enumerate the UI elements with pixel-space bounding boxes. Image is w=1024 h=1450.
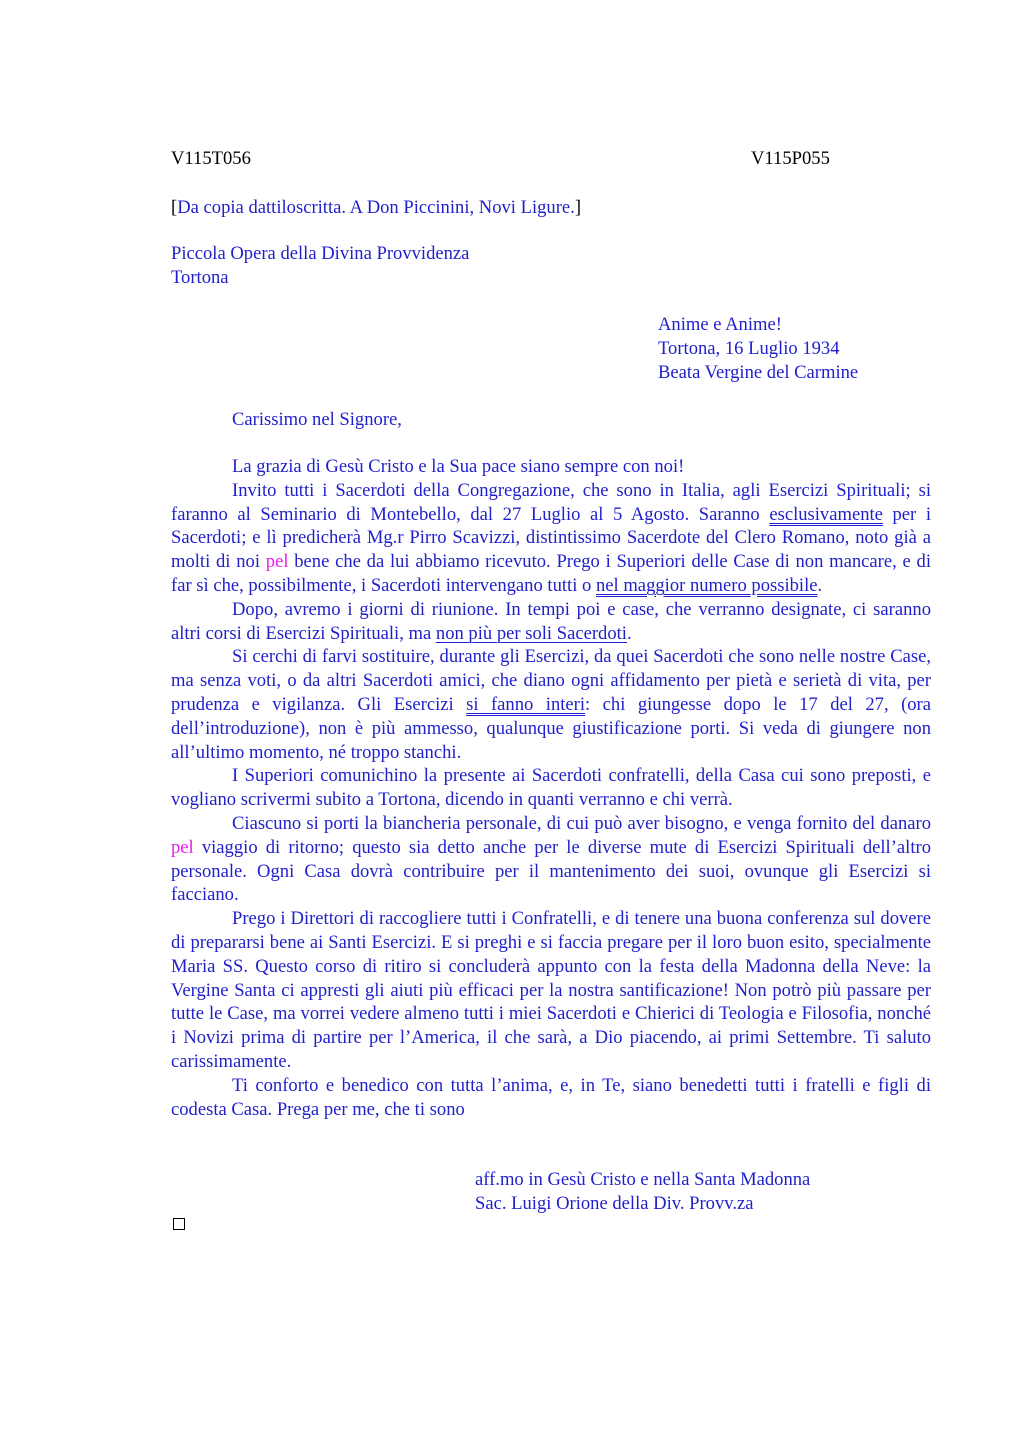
letterhead <box>171 242 469 290</box>
bracket-close: ] <box>574 197 582 218</box>
source-note-text: Da copia dattiloscritta. A Don Piccinini, Novi Ligure. <box>177 197 575 218</box>
highlighted-word: pel <box>171 836 194 858</box>
closing <box>475 1168 810 1216</box>
paragraph-2 <box>171 479 931 598</box>
source-note <box>171 196 581 220</box>
paragraph-8 <box>171 1074 931 1122</box>
paragraph-2-text-b: per i Sacerdoti; e lì predicherà Mg.r Pirro Scavizzi, distintissimo Sacerdote del Clero Romano, noto già a molti di noi <box>171 503 931 573</box>
letterhead-line2: Tortona <box>171 266 229 288</box>
paragraph-4-text-b: : chi giungesse dopo le 17 del 27, (ora dell’introduzione), non è più ammesso, qualunque giustificazione porti. Si veda di giungere non all’ultimo momento, né troppo stanchi. <box>171 693 931 763</box>
paragraph-6-text-a: Ciascuno si porti la biancheria personale, di cui può aver bisogno, e venga fornito del danaro <box>232 812 931 834</box>
paragraph-8-text: Ti conforto e benedico con tutta l’anima, e, in Te, siano benedetti tutti i fratelli e figli di codesta Casa. Prega per me, che ti sono <box>171 1074 931 1120</box>
double-underlined-emphasis: nel maggior numero possibile <box>595 574 818 596</box>
highlighted-word: pel <box>265 551 289 573</box>
document-code-right: V115P055 <box>751 148 830 169</box>
double-underlined-emphasis: si fanno interi <box>466 693 586 715</box>
double-underlined-emphasis: esclusivamente <box>769 503 883 525</box>
dateline-motto: Anime e Anime! <box>658 314 782 335</box>
paragraph-5-text: I Superiori comunichino la presente ai Sacerdoti confratelli, della Casa cui sono preposti, e vogliano scrivermi subito a Tortona, dicendo in quanti verranno e chi verrà. <box>171 765 931 811</box>
checkbox-square-icon <box>173 1218 185 1230</box>
paragraph-6-text-b: viaggio di ritorno; questo sia detto anche per le diverse mute di Esercizi Spirituali dell’altro personale. Ogni Casa dovrà contribuire per il mantenimento dei suoi, ovunque gli Esercizi si facciano. <box>171 836 931 906</box>
paragraph-4 <box>171 645 931 764</box>
paragraph-1-text: La grazia di Gesù Cristo e la Sua pace siano sempre con noi! <box>232 456 685 477</box>
paragraph-7-text: Prego i Direttori di raccogliere tutti i Confratelli, e di tenere una buona conferenza sul dovere di prepararsi bene ai Santi Esercizi. E si preghi e si faccia pregare per il loro buon esito, specialmente Maria SS. Questo corso di ritiro si concluderà appunto con la festa della Madonna della Neve: la Vergine Santa ci appresti gli aiuti più efficaci per la nostra santificazione! Non potrò più passare per tutte le Case, ma vorrei vedere almeno tutti i miei Sacerdoti e Chierici di Teologia e Filosofia, nonché i Novizi prima di partire per l’America, il che sarà, a Dio piacendo, ai primi Settembre. Ti saluto carissimamente. <box>171 908 931 1072</box>
paragraph-3 <box>171 598 931 646</box>
signature-line: Sac. Luigi Orione della Div. Provv.za <box>475 1192 754 1214</box>
dateline-feast: Beata Vergine del Carmine <box>658 361 859 383</box>
underlined-emphasis: non più per soli Sacerdoti <box>435 622 627 644</box>
dateline <box>658 313 858 384</box>
dateline-place-date: Tortona, 16 Luglio 1934 <box>658 337 840 359</box>
paragraph-6 <box>171 812 931 907</box>
document-code-left: V115T056 <box>171 148 251 169</box>
paragraph-7 <box>171 907 931 1074</box>
letter-body <box>171 455 931 1121</box>
paragraph-1 <box>171 455 931 479</box>
paragraph-2-text-c: bene che da lui abbiamo ricevuto. Prego i Superiori delle Case di non mancare, e di far sì che, possibilmente, i Sacerdoti intervengano tutti o <box>171 551 931 596</box>
letterhead-line1: Piccola Opera della Divina Provvidenza <box>171 243 470 264</box>
paragraph-2-text-a: Invito tutti i Sacerdoti della Congregazione, che sono in Italia, agli Esercizi Spirituali; si faranno al Seminario di Montebello, dal 27 Luglio al 5 Agosto. Saranno <box>171 479 931 525</box>
paragraph-5 <box>171 764 931 812</box>
closing-line1: aff.mo in Gesù Cristo e nella Santa Madonna <box>475 1169 811 1190</box>
salutation: Carissimo nel Signore, <box>232 409 402 430</box>
bracket-open: [ <box>171 197 178 218</box>
paragraph-4-text-a: Si cerchi di farvi sostituire, durante gli Esercizi, da quei Sacerdoti che sono nelle nostre Case, ma senza voti, o da altri Sacerdoti amici, che diano ogni affidamento per pietà e serietà di vita, per prudenza e vigilanza. Gli Esercizi <box>171 646 931 715</box>
paragraph-3-text-b: . <box>626 622 632 644</box>
paragraph-2-text-d: . <box>817 574 823 596</box>
paragraph-3-text-a: Dopo, avremo i giorni di riunione. In tempi poi e case, che verranno designate, ci saranno altri corsi di Esercizi Spirituali, ma <box>171 598 931 644</box>
